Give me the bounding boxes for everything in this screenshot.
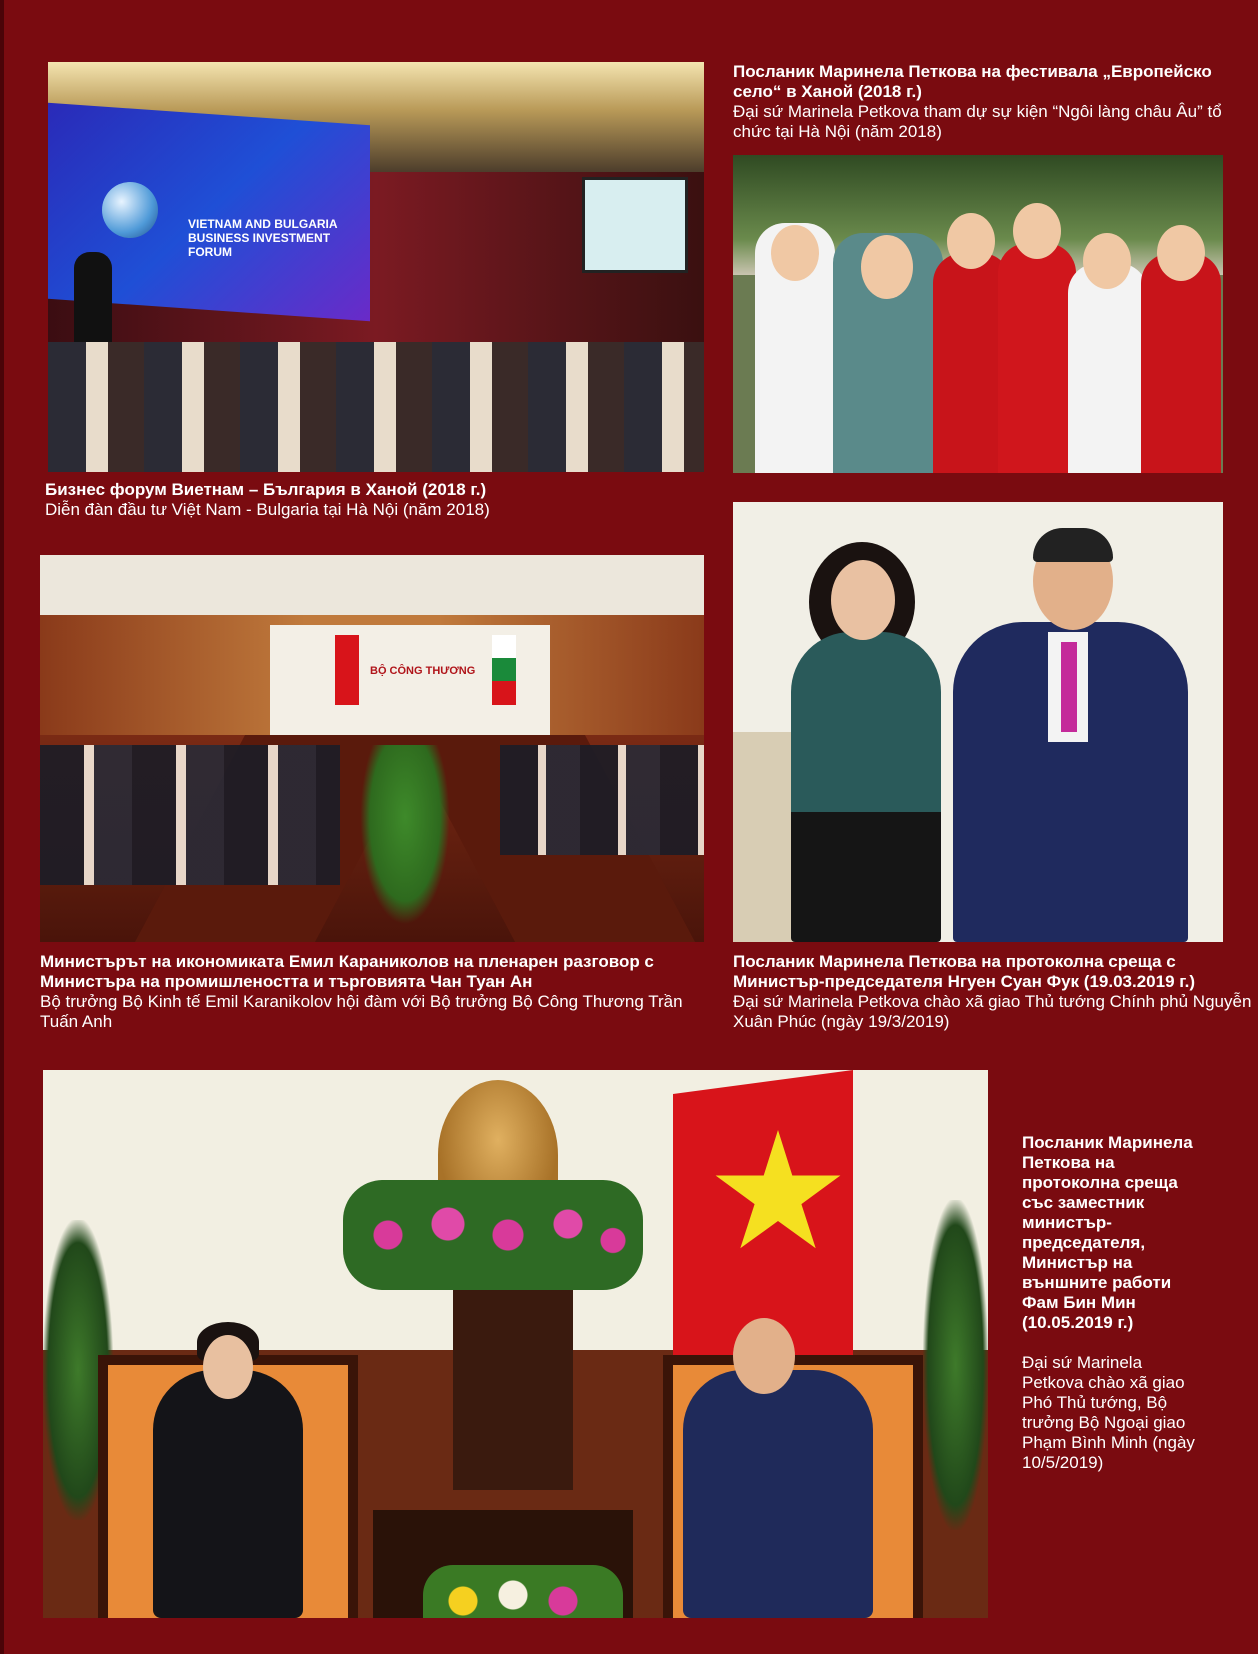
caption-business-forum: [45, 480, 705, 520]
child-face-4: [1083, 233, 1131, 289]
forum-screen-title: VIETNAM AND BULGARIA BUSINESS INVESTMENT FORUM: [188, 217, 338, 259]
center-plant: [360, 745, 450, 925]
ambassador-face: [861, 235, 913, 299]
side-screen: [582, 177, 688, 273]
caption-vietnamese: Đại sứ Marinela Petkova chào xã giao Thủ tướng Chính phủ Nguyễn Xuân Phúc (ngày 19/3/2019): [733, 992, 1252, 1031]
lotus-arrangement: [343, 1180, 643, 1290]
meeting-ceiling: [40, 555, 704, 615]
audience-rows: [48, 342, 704, 472]
delegation-right: [500, 745, 704, 855]
delegation-left: [40, 745, 340, 885]
vietnam-flag: [335, 635, 359, 705]
ambassador-face: [203, 1335, 253, 1399]
child-figure-3: [998, 243, 1076, 473]
caption-bulgarian: Посланик Маринела Петкова на фестивала „Европейско село“ в Ханой (2018 г.): [733, 62, 1212, 101]
child-figure-5: [1141, 253, 1221, 473]
ministry-sign: BỘ CÔNG THƯƠNG: [370, 665, 476, 677]
globe-graphic: [102, 182, 158, 238]
child-figure-4: [1068, 263, 1148, 473]
child-face-5: [1157, 225, 1205, 281]
caption-ministerial-meeting: [40, 952, 720, 1032]
caption-bulgarian: Министърът на икономиката Емил Караниколов на пленарен разговор с Министъра на промишлеността и търговията Чан Туан Ан: [40, 952, 654, 991]
photo-pm-handshake: [733, 502, 1223, 942]
ambassador-face: [831, 560, 895, 640]
child-face-3: [1013, 203, 1061, 259]
table-bouquet: [423, 1565, 623, 1618]
photo-deputy-pm-meeting: [43, 1070, 988, 1618]
photo-ministerial-meeting: [40, 555, 704, 942]
pm-tie: [1061, 642, 1077, 732]
bulgaria-flag: [492, 635, 516, 705]
caption-vietnamese: Đại sứ Marinela Petkova tham dự sự kiện “Ngôi làng châu Âu” tổ chức tại Hà Nội (năm 2018): [733, 102, 1222, 141]
child-face-2: [947, 213, 995, 269]
caption-vietnamese: Bộ trưởng Bộ Kinh tế Emil Karanikolov hội đàm với Bộ trưởng Bộ Công Thương Trần Tuấn Anh: [40, 992, 683, 1031]
caption-european-village: [733, 62, 1233, 142]
caption-bulgarian: Бизнес форум Виетнам – България в Ханой (2018 г.): [45, 480, 487, 499]
caption-bulgarian: Посланик Маринела Петкова на протоколна среща с Министър-председателя Нгуен Суан Фук (19.03.2019 г.): [733, 952, 1196, 991]
deputy-pm-face: [733, 1318, 795, 1394]
ambassador-figure: [153, 1370, 303, 1618]
left-edge-strip: [0, 0, 4, 1654]
caption-bulgarian: Посланик Маринела Петкова на протоколна среща със заместник министър-председателя, Министър на външните работи Фам Бин Мин (10.05.2019 г.): [1022, 1133, 1193, 1332]
deputy-pm-figure: [683, 1370, 873, 1618]
caption-vietnamese: Đại sứ Marinela Petkova chào xã giao Phó Thủ tướng, Bộ trưởng Bộ Ngoại giao Phạm Bình Minh (ngày 10/5/2019): [1022, 1353, 1195, 1472]
plant-right: [923, 1200, 988, 1530]
photo-business-forum: [48, 62, 704, 472]
caption-deputy-pm-meeting: [1022, 1133, 1202, 1473]
caption-vietnamese: Diễn đàn đầu tư Việt Nam - Bulgaria tại Hà Nội (năm 2018): [45, 500, 490, 519]
photo-european-village: [733, 155, 1223, 473]
pm-hair: [1033, 528, 1113, 562]
child-face-1: [771, 225, 819, 281]
caption-pm-handshake: [733, 952, 1253, 1032]
ambassador-figure: [791, 632, 941, 942]
bust-pedestal: [453, 1290, 573, 1490]
